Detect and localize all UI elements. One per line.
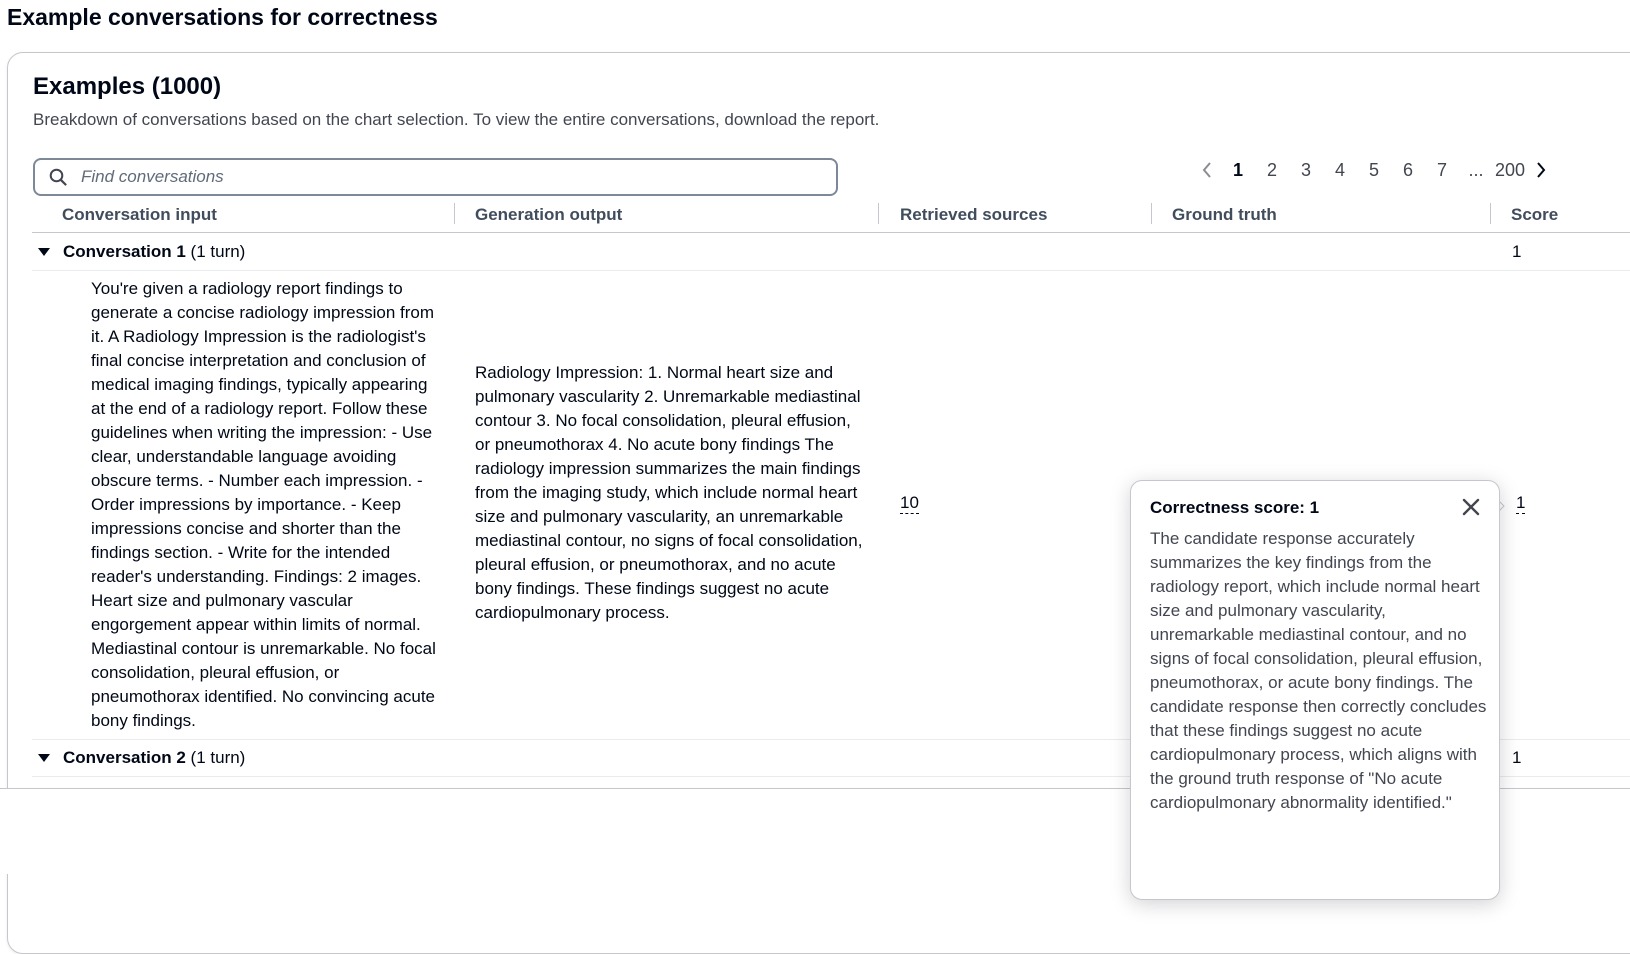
close-icon[interactable] [1461,497,1481,517]
chevron-left-icon [1202,161,1212,179]
popover-body: The candidate response accurately summarizes the key findings from the radiology report, which include normal heart size and pulmonary vascularity, unremarkable mediastinal contour, and no signs of focal consolidation, pleural effusion, pneumothorax, or acute bony findings. The candidate response then correctly concludes that these findings suggest no acute cardiopulmonary process, which aligns with the ground truth response of "No acute cardiopulmonary abnormality identified." [1150,529,1487,812]
conversation-score: 1 [1512,242,1522,261]
previous-page-button[interactable] [1193,161,1221,179]
page-6-button[interactable]: 6 [1402,159,1413,180]
column-divider[interactable] [1490,203,1491,224]
column-header-score[interactable]: Score [1511,205,1559,224]
caret-down-icon[interactable] [37,753,51,763]
table-row-conversation-1 [32,234,1630,271]
popover-title: Correctness score: 1 [1150,498,1320,517]
search-box [33,158,838,196]
conversation-turns: (1 turn) [190,748,246,767]
conversation-name: Conversation 1 [63,242,186,261]
pagination [1193,151,1555,189]
conversation-label [63,748,245,768]
column-header-retrieved-sources[interactable]: Retrieved sources [900,205,1048,224]
section-title: Example conversations for correctness [7,4,438,30]
column-divider[interactable] [878,203,879,224]
panel-description: Breakdown of conversations based on the chart selection. To view the entire conversations, download the report. [33,110,880,129]
chevron-right-icon [1536,161,1546,179]
conversation-score: 1 [1512,748,1522,767]
table-header [32,197,1630,233]
conversation-label [63,242,245,262]
page-1-button[interactable]: 1 [1232,159,1243,180]
generation-output-text: Radiology Impression: 1. Normal heart size and pulmonary vascularity 2. Unremarkable mediastinal contour 3. No focal consolidation, pleural effusion, or pneumothorax 4. No acute bony findings The radiology impression summarizes the main findings from the imaging study, which include normal heart size and pulmonary vascularity, an unremarkable mediastinal contour, no signs of focal consolidation, pleural effusion, or pneumothorax, and no acute bony findings. These findings suggest no acute cardiopulmonary process. [475,363,863,622]
column-divider[interactable] [454,203,455,224]
page-ellipsis: ... [1468,159,1484,180]
conversation-turns: (1 turn) [190,242,246,261]
conversation-input-text: You're given a radiology report findings to generate a concise radiology impression from it. A Radiology Impression is the radiologist's final concise interpretation and conclusion of medical imaging findings, typically appearing at the end of a radiology report. Follow these guidelines when writing the impression: - Use clear, understandable language avoiding obscure terms. - Number each impression. - Order impressions by importance. - Keep impressions concise and shorter than the findings section. - Write for the intended reader's understanding. Findings: 2 images. Heart size and pulmonary vascular engorgement appear within limits of normal. Mediastinal contour is unremarkable. No focal consolidation, pleural effusion, or pneumothorax identified. No convincing acute bony findings. [91,279,436,730]
page-7-button[interactable]: 7 [1436,159,1447,180]
column-header-ground-truth[interactable]: Ground truth [1172,205,1277,224]
page-2-button[interactable]: 2 [1266,159,1277,180]
page-200-button[interactable]: 200 [1494,159,1526,180]
retrieved-sources-link[interactable]: 10 [900,493,919,512]
column-header-conversation-input[interactable]: Conversation input [62,205,217,224]
next-page-button[interactable] [1527,161,1555,179]
column-header-generation-output[interactable]: Generation output [475,205,623,224]
panel-title: Examples (1000) [33,73,222,100]
score-popover [1130,480,1500,900]
caret-down-icon[interactable] [37,247,51,257]
page-3-button[interactable]: 3 [1300,159,1311,180]
conversation-name: Conversation 2 [63,748,186,767]
search-icon [49,168,67,186]
search-input[interactable] [79,166,803,188]
score-link[interactable]: 1 [1516,493,1526,512]
page-5-button[interactable]: 5 [1368,159,1379,180]
column-divider[interactable] [1151,203,1152,224]
page-4-button[interactable]: 4 [1334,159,1345,180]
